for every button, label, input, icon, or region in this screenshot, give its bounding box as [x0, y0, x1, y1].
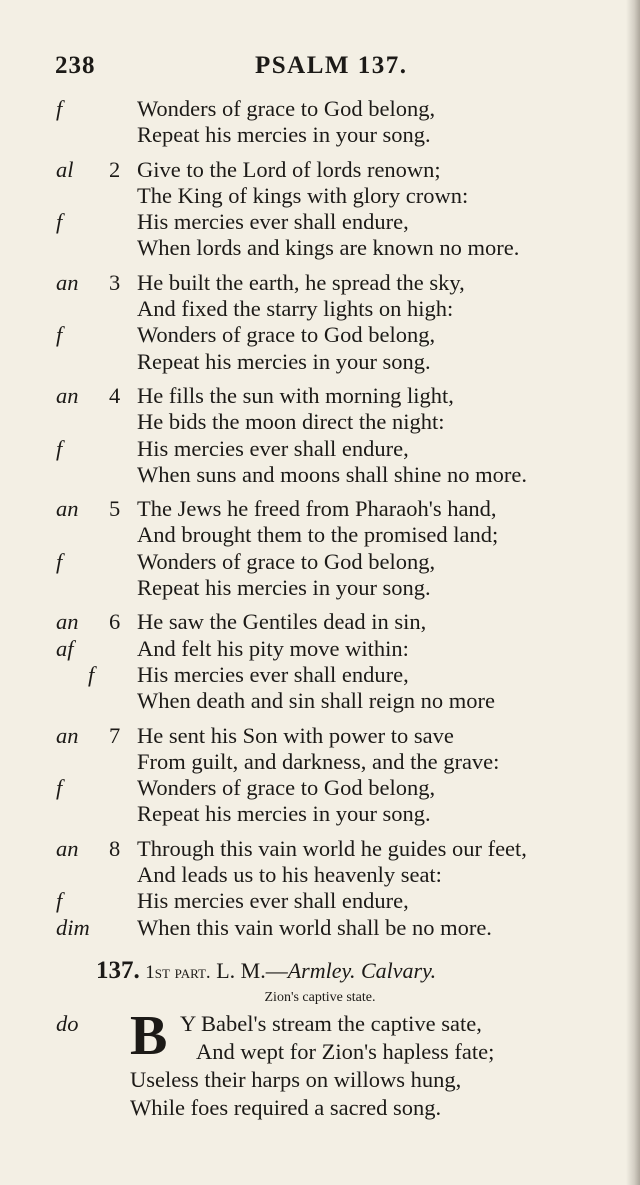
hymn-line-text: And wept for Zion's hapless fate; [196, 1039, 495, 1064]
stanza [0, 496, 640, 601]
dynamic-mark: an [56, 835, 79, 861]
verse-line [0, 609, 640, 635]
verse-number: 4 [109, 382, 121, 408]
page-header [55, 52, 615, 86]
verse-text: He built the earth, he spread the sky, [137, 269, 465, 295]
verse-text: Wonders of grace to God belong, [137, 322, 436, 348]
verse-line [0, 862, 640, 888]
verse-text: Repeat his mercies in your song. [137, 348, 431, 374]
verse-number: 7 [109, 722, 121, 748]
dynamic-mark: an [56, 269, 79, 295]
verse-line [0, 122, 640, 148]
verse-text: And leads us to his heavenly seat: [137, 862, 442, 888]
stanza [0, 270, 640, 375]
verse-line [0, 462, 640, 488]
hymn-line [0, 1094, 640, 1122]
dynamic-mark: f [56, 888, 63, 914]
verse-text: The Jews he freed from Pharaoh's hand, [137, 496, 497, 522]
stanza [0, 723, 640, 828]
verse-text: Wonders of grace to God belong, [137, 96, 436, 121]
dynamic-mark: f [56, 548, 63, 574]
verse-line [0, 662, 640, 688]
dynamic-mark: f [56, 775, 63, 801]
dynamic-mark: an [56, 609, 79, 635]
dynamic-mark: al [56, 156, 74, 182]
hymn-line-text: While foes required a sacred song. [130, 1095, 442, 1120]
verse-line [0, 409, 640, 435]
verse-text: The King of kings with glory crown: [137, 182, 469, 208]
dynamic-mark: dim [56, 914, 90, 940]
verse-text: Repeat his mercies in your song. [137, 122, 431, 148]
dynamic-mark: an [56, 382, 79, 408]
dynamic-mark: f [56, 435, 63, 461]
verse-text: Repeat his mercies in your song. [137, 575, 431, 601]
verse-line [0, 209, 640, 235]
part-heading [96, 957, 616, 987]
verse-line [0, 496, 640, 522]
verse-text: When death and sin shall reign no more [137, 688, 496, 714]
verse-number: 8 [109, 835, 121, 861]
dynamic-mark: f [56, 322, 63, 348]
verse-number: 2 [109, 156, 121, 182]
page-number: 238 [55, 52, 96, 79]
verse-text: He fills the sun with morning light, [137, 382, 454, 408]
verse-text: And brought them to the promised land; [137, 522, 499, 548]
verse-number: 6 [109, 609, 121, 635]
verse-number: 3 [109, 269, 121, 295]
verse-line [0, 549, 640, 575]
verse-line [0, 636, 640, 662]
verse-line [0, 436, 640, 462]
dynamic-mark: an [56, 496, 79, 522]
hymn-line [0, 1066, 640, 1094]
dynamic-mark: af [56, 635, 74, 661]
verse-text: When suns and moons shall shine no more. [137, 461, 527, 487]
verse-line [0, 888, 640, 914]
running-head: PSALM 137. [255, 52, 408, 79]
drop-cap: B [130, 1005, 168, 1067]
hymn-line-text: Useless their harps on willows hung, [130, 1067, 462, 1092]
hymn-stanza [0, 1005, 640, 1122]
verse-line [0, 235, 640, 261]
hymn-line-text: Y Babel's stream the captive sate, [180, 1011, 482, 1036]
dynamic-mark: do [56, 1011, 79, 1036]
verse-text: His mercies ever shall endure, [137, 888, 409, 914]
verse-line [0, 322, 640, 348]
verse-line [0, 801, 640, 827]
verse-text: And fixed the starry lights on high: [137, 296, 454, 322]
verse-number: 5 [109, 496, 121, 522]
verse-text: He sent his Son with power to save [137, 722, 454, 748]
hymn-line [0, 1038, 640, 1066]
part-label: 1st part. [145, 962, 211, 983]
verse-text: When this vain world shall be no more. [137, 914, 492, 940]
hymn-subtitle: Zion's captive state. [264, 990, 376, 1005]
part-meter: L. M.— [216, 958, 288, 983]
verse-text: His mercies ever shall endure, [137, 209, 409, 235]
part-tunes: Armley. Calvary. [287, 958, 437, 983]
dynamic-mark: f [56, 209, 63, 235]
verse-line [0, 96, 640, 122]
verse-line [0, 157, 640, 183]
verse-line [0, 775, 640, 801]
verse-text: From guilt, and darkness, and the grave: [137, 748, 500, 774]
dynamic-mark: an [56, 722, 79, 748]
stanza [0, 383, 640, 488]
verse-text: When lords and kings are known no more. [137, 235, 520, 261]
verse-text: His mercies ever shall endure, [137, 435, 409, 461]
psalm-verses [0, 96, 640, 949]
verse-line [0, 575, 640, 601]
verse-line [0, 296, 640, 322]
verse-line [0, 688, 640, 714]
verse-line [0, 915, 640, 941]
verse-line [0, 723, 640, 749]
verse-text: Wonders of grace to God belong, [137, 775, 436, 801]
dynamic-mark: f [88, 661, 95, 687]
verse-text: He saw the Gentiles dead in sin, [137, 609, 427, 635]
verse-line [0, 522, 640, 548]
dynamic-mark: f [56, 96, 63, 121]
verse-text: Wonders of grace to God belong, [137, 548, 436, 574]
verse-text: And felt his pity move within: [137, 635, 409, 661]
hymn-line [0, 1010, 640, 1038]
verse-text: He bids the moon direct the night: [137, 409, 445, 435]
verse-line [0, 383, 640, 409]
verse-line [0, 749, 640, 775]
stanza [0, 157, 640, 262]
verse-text: Repeat his mercies in your song. [137, 801, 431, 827]
verse-line [0, 836, 640, 862]
stanza [0, 836, 640, 941]
stanza [0, 609, 640, 714]
verse-line [0, 183, 640, 209]
part-number: 137. [96, 957, 140, 984]
verse-text: Give to the Lord of lords renown; [137, 156, 441, 182]
verse-line [0, 349, 640, 375]
verse-line [0, 270, 640, 296]
verse-text: His mercies ever shall endure, [137, 661, 409, 687]
verse-text: Through this vain world he guides our feet, [137, 835, 527, 861]
stanza [0, 96, 640, 149]
